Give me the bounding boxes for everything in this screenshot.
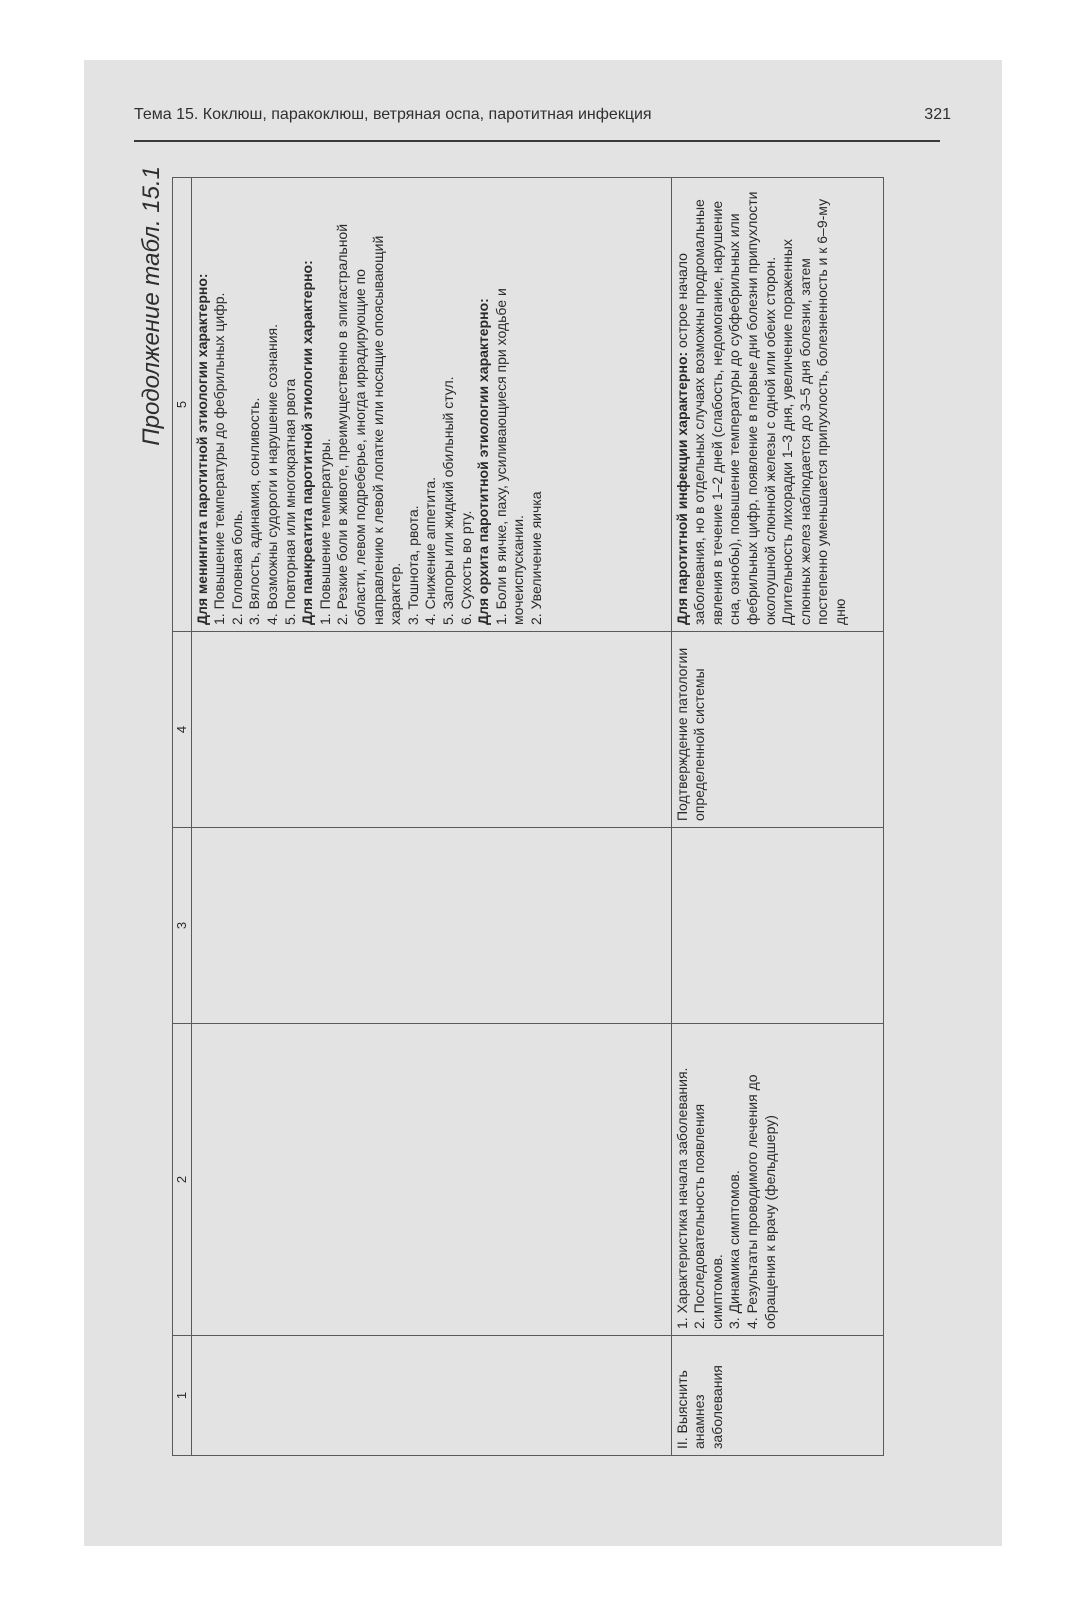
row2-col2 <box>671 1024 883 1336</box>
table-caption: Продолжение табл. 15.1 <box>138 166 165 446</box>
col-number-4: 4 <box>173 632 192 828</box>
pancreatitis-title: Для панкреатита паротитной этиологии характерно: <box>299 260 316 625</box>
row2-col4: Подтверждение патологии определенной системы <box>671 632 883 828</box>
meningitis-title: Для менингита паротитной этиологии характерно: <box>193 273 210 625</box>
list-item: 4. Результаты проводимого лечения до обращения к врачу (фельдшеру) <box>743 1074 778 1329</box>
mumps-title: Для паротитной инфекции характерно: <box>673 351 690 625</box>
running-head: Тема 15. Коклюш, паракоклюш, ветряная оспа, паротитная инфекция <box>134 106 652 123</box>
list-item: 1. Боли в яичке, паху, усиливающиеся при ходьбе и мочеиспускании. <box>492 288 527 625</box>
row1-col2 <box>191 1024 671 1336</box>
list-item: 2. Увеличение яичка <box>527 491 544 625</box>
list-item: 4. Снижение аппетита. <box>422 476 439 625</box>
row2-col5 <box>671 178 883 632</box>
list-item: 1. Характеристика начала заболевания. <box>673 1067 690 1329</box>
row1-col5 <box>191 178 671 632</box>
list-item: 2. Резкие боли в животе, преимущественно в эпигастральной области, левом подреберье, иногда иррадирующие по направлению к левой лопатке или носящие опоясывающий характер. <box>334 223 404 625</box>
table-row <box>671 178 883 1456</box>
list-item: 2. Головная боль. <box>228 509 245 625</box>
row1-col4 <box>191 632 671 828</box>
row1-col3 <box>191 828 671 1024</box>
list-item: 3. Тошнота, рвота. <box>404 505 421 625</box>
col-number-1: 1 <box>173 1336 192 1456</box>
mumps-text: острое начало заболевания, но в отдельных случаях возможны продромальные явления в течение 1–2 дней (слабость, недомогание, нарушение сна, ознобы), повышение температуры до субфебрильных или фебрильных цифр, появление в первые дни болезни припухлости околоушной слюнной железы с одной или обеих сторон. Длительность лихорадки 1–3 дня, увеличение пораженных слюнных желез наблюдается до 3–5 дня болезни, затем постепенно уменьшается припухлость, болезненность и к 6–9-му дню <box>673 191 848 625</box>
rotated-table-area <box>134 156 934 1456</box>
clinical-table <box>172 177 884 1456</box>
list-item: 1. Повышение температуры до фебрильных цифр. <box>211 292 228 625</box>
orchitis-title: Для орхита паротитной этиологии характерно: <box>475 298 492 625</box>
list-item: 1. Повышение температуры. <box>316 438 333 625</box>
list-item: 3. Динамика симптомов. <box>726 1170 743 1329</box>
list-item: 3. Вялость, адинамия, сонливость. <box>246 397 263 625</box>
list-item: 2. Последовательность появления симптомов. <box>691 1103 725 1329</box>
list-item: 4. Возможны судороги и нарушение сознания. <box>263 324 280 625</box>
col-number-5: 5 <box>173 178 192 632</box>
row2-col3 <box>671 828 883 1024</box>
col-number-3: 3 <box>173 828 192 1024</box>
page-number: 321 <box>924 106 951 123</box>
table-row <box>191 178 671 1456</box>
list-item: 5. Повторная или многократная рвота <box>281 378 298 625</box>
col-number-2: 2 <box>173 1024 192 1336</box>
row2-col1: II. Выяснить анамнез заболевания <box>671 1336 883 1456</box>
table-header-row <box>173 178 192 1456</box>
list-item: 5. Запоры или жидкий обильный стул. <box>439 376 456 625</box>
list-item: 6. Сухость во рту. <box>457 510 474 625</box>
row1-col1 <box>191 1336 671 1456</box>
header-rule <box>134 140 940 142</box>
